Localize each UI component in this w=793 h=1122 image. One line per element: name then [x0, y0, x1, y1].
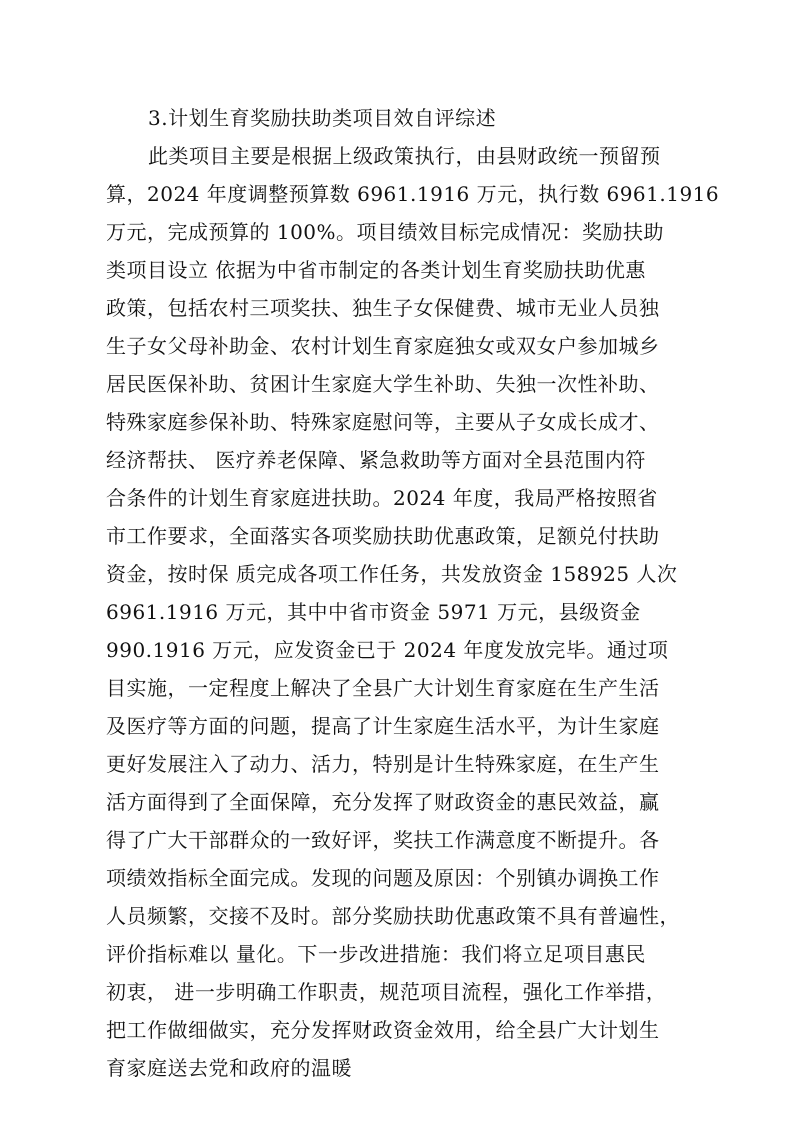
- paragraph-line: 居民医保补助、贫困计生家庭大学生补助、失独一次性补助、: [106, 372, 660, 396]
- paragraph-line: 990.1916 万元，应发资金已于 2024 年度发放完毕。通过项: [106, 638, 669, 662]
- section-heading: 3.计划生育奖励扶助类项目效自评综述: [148, 106, 497, 130]
- paragraph-line: 市工作要求，全面落实各项奖励扶助优惠政策，足额兑付扶助: [106, 524, 660, 548]
- paragraph-line: 项绩效指标全面完成。发现的问题及原因：个别镇办调换工作: [106, 866, 660, 890]
- paragraph-line: 育家庭送去党和政府的温暖: [106, 1056, 352, 1080]
- paragraph-line: 类项目设立 依据为中省市制定的各类计划生育奖励扶助优惠: [106, 258, 646, 282]
- paragraph-line: 万元，完成预算的 100%。项目绩效目标完成情况：奖励扶助: [106, 220, 665, 244]
- paragraph-line: 6961.1916 万元，其中中省市资金 5971 万元，县级资金: [106, 600, 641, 624]
- paragraph-line: 目实施，一定程度上解决了全县广大计划生育家庭在生产生活: [106, 676, 660, 700]
- paragraph-line: 特殊家庭参保补助、特殊家庭慰问等，主要从子女成长成才、: [106, 410, 660, 434]
- paragraph-line: 更好发展注入了动力、活力，特别是计生特殊家庭，在生产生: [106, 752, 660, 776]
- paragraph-line: 活方面得到了全面保障，充分发挥了财政资金的惠民效益，赢: [106, 790, 660, 814]
- paragraph-line: 资金，按时保 质完成各项工作任务，共发放资金 158925 人次: [106, 562, 678, 586]
- paragraph-line: 得了广大干部群众的一致好评，奖扶工作满意度不断提升。各: [106, 828, 660, 852]
- paragraph-line: 生子女父母补助金、农村计划生育家庭独女或双女户参加城乡: [106, 334, 660, 358]
- paragraph-line: 合条件的计划生育家庭进扶助。2024 年度，我局严格按照省: [106, 486, 658, 510]
- paragraph-line: 经济帮扶、 医疗养老保障、紧急救助等方面对全县范围内符: [106, 448, 646, 472]
- paragraph-line: 政策，包括农村三项奖扶、独生子女保健费、城市无业人员独: [106, 296, 660, 320]
- paragraph-line: 人员频繁，交接不及时。部分奖励扶助优惠政策不具有普遍性，: [106, 904, 680, 928]
- paragraph-line: 评价指标难以 量化。下一步改进措施：我们将立足项目惠民: [106, 942, 646, 966]
- paragraph-line: 此类项目主要是根据上级政策执行，由县财政统一预留预: [148, 144, 661, 168]
- paragraph-line: 初衷， 进一步明确工作职责，规范项目流程，强化工作举措，: [106, 980, 667, 1004]
- paragraph-line: 把工作做细做实，充分发挥财政资金效用，给全县广大计划生: [106, 1018, 660, 1042]
- paragraph-line: 及医疗等方面的问题，提高了计生家庭生活水平，为计生家庭: [106, 714, 660, 738]
- paragraph-line: 算，2024 年度调整预算数 6961.1916 万元，执行数 6961.1916: [106, 182, 720, 206]
